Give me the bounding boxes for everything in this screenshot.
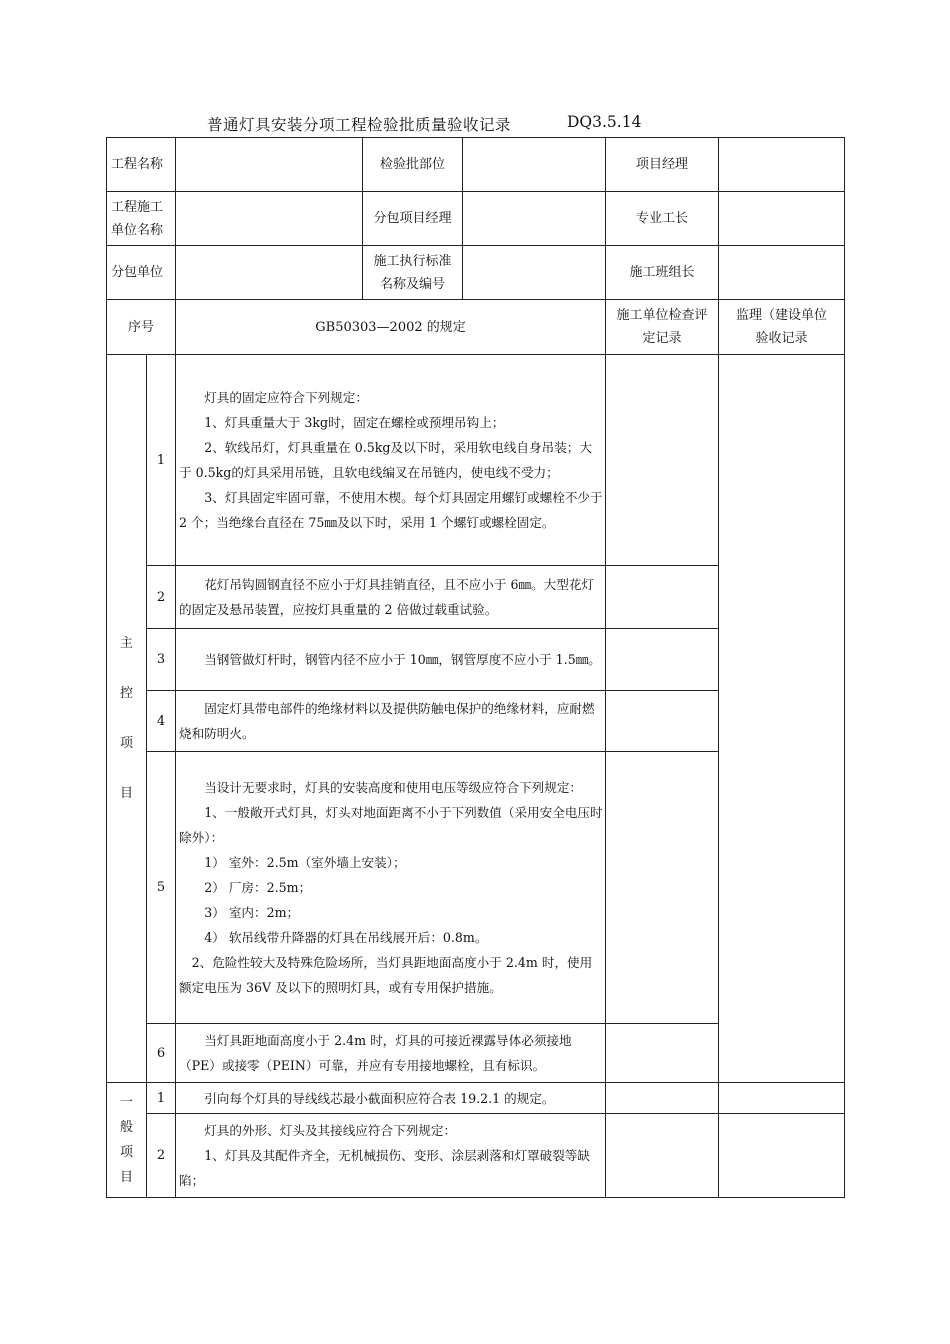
item-number: 1 xyxy=(147,355,176,566)
page-title: 普通灯具安装分项工程检验批质量验收记录 xyxy=(207,116,512,134)
seq-header: 序号 xyxy=(107,300,176,355)
team-leader-label: 施工班组长 xyxy=(606,246,719,300)
sub-project-manager-label: 分包项目经理 xyxy=(363,192,463,246)
item-number: 1 xyxy=(147,1083,176,1114)
self-check-cell[interactable] xyxy=(606,691,719,752)
item-requirement: 灯具的外形、灯头及其接线应符合下列规定： 1、灯具及其配件齐全，无机械损伤、变形、涂层剥落和灯罩破裂等缺陷； xyxy=(176,1114,606,1198)
supervision-cell[interactable] xyxy=(719,1083,845,1114)
general-item-row xyxy=(107,1114,845,1198)
main-item-row xyxy=(107,355,845,566)
supervision-header: 监理（建设单位验收记录 xyxy=(719,300,845,355)
project-manager-label: 项目经理 xyxy=(606,138,719,192)
item-number: 2 xyxy=(147,1114,176,1198)
standard-value[interactable] xyxy=(463,246,606,300)
item-requirement: 花灯吊钩圆钢直径不应小于灯具挂销直径，且不应小于 6㎜。大型花灯的固定及悬吊装置，应按灯具重量的 2 倍做过载重试验。 xyxy=(176,566,606,629)
general-group-label: 一般项目 xyxy=(107,1083,147,1198)
self-check-cell[interactable] xyxy=(606,1083,719,1114)
form-code: DQ3.5.14 xyxy=(567,113,642,131)
item-number: 2 xyxy=(147,566,176,629)
page-header xyxy=(0,113,950,137)
spec-header: GB50303—2002 的规定 xyxy=(176,300,606,355)
supervision-cell[interactable] xyxy=(719,1114,845,1198)
construction-unit-label: 工程施工单位名称 xyxy=(107,192,176,246)
general-item-row xyxy=(107,1083,845,1114)
item-requirement: 当灯具距地面高度小于 2.4m 时，灯具的可接近裸露导体必须接地（PE）或接零（PEIN）可靠，并应有专用接地螺栓，且有标识。 xyxy=(176,1024,606,1083)
self-check-cell[interactable] xyxy=(606,1024,719,1083)
construction-unit-value[interactable] xyxy=(176,192,363,246)
self-check-cell[interactable] xyxy=(606,355,719,566)
self-check-cell[interactable] xyxy=(606,566,719,629)
sub-unit-value[interactable] xyxy=(176,246,363,300)
header-row-unit xyxy=(107,192,845,246)
self-check-cell[interactable] xyxy=(606,629,719,691)
item-requirement: 当设计无要求时，灯具的安装高度和使用电压等级应符合下列规定： 1、一般敞开式灯具，灯头对地面距离不小于下列数值（采用安全电压时除外）： 1） 室外：2.5m（室外墙上安装）； 2） 厂房：2.5m； 3） 室内：2m； 4） 软吊线带升降器的灯具在吊线展开后：0.8m。 2、危险性较大及特殊危险场所，当灯具距地面高度小于 2.4m 时，使用额定电压为 36V 及以下的照明灯具，或有专用保护措施。 xyxy=(176,752,606,1024)
item-number: 4 xyxy=(147,691,176,752)
project-manager-value[interactable] xyxy=(719,138,845,192)
sub-project-manager-value[interactable] xyxy=(463,192,606,246)
supervision-cell[interactable] xyxy=(719,355,845,1083)
inspection-record-table xyxy=(106,137,845,1198)
project-name-label: 工程名称 xyxy=(107,138,176,192)
foreman-value[interactable] xyxy=(719,192,845,246)
project-name-value[interactable] xyxy=(176,138,363,192)
item-requirement: 引向每个灯具的导线线芯最小截面积应符合表 19.2.1 的规定。 xyxy=(176,1083,606,1114)
item-number: 3 xyxy=(147,629,176,691)
self-check-cell[interactable] xyxy=(606,752,719,1024)
item-requirement: 固定灯具带电部件的绝缘材料以及提供防触电保护的绝缘材料，应耐燃烧和防明火。 xyxy=(176,691,606,752)
item-number: 6 xyxy=(147,1024,176,1083)
main-group-label: 主控项目 xyxy=(107,355,147,1083)
foreman-label: 专业工长 xyxy=(606,192,719,246)
self-check-header: 施工单位检查评定记录 xyxy=(606,300,719,355)
item-requirement: 灯具的固定应符合下列规定： 1、灯具重量大于 3kg时，固定在螺栓或预埋吊钩上； 2、软线吊灯，灯具重量在 0.5kg及以下时，采用软电线自身吊装；大于 0.5kg的灯具采用吊链，且软电线编叉在吊链内，使电线不受力； 3、灯具固定牢固可靠，不使用木楔。每个灯具固定用螺钉或螺栓不少于 2 个；当绝缘台直径在 75㎜及以下时，采用 1 个螺钉或螺栓固定。 xyxy=(176,355,606,566)
self-check-cell[interactable] xyxy=(606,1114,719,1198)
sub-unit-label: 分包单位 xyxy=(107,246,176,300)
team-leader-value[interactable] xyxy=(719,246,845,300)
column-header-row xyxy=(107,300,845,355)
standard-label: 施工执行标准名称及编号 xyxy=(363,246,463,300)
item-number: 5 xyxy=(147,752,176,1024)
header-row-project xyxy=(107,138,845,192)
header-row-subcontractor xyxy=(107,246,845,300)
inspection-location-value[interactable] xyxy=(463,138,606,192)
item-requirement: 当钢管做灯杆时，钢管内径不应小于 10㎜，钢管厚度不应小于 1.5㎜。 xyxy=(176,629,606,691)
inspection-location-label: 检验批部位 xyxy=(363,138,463,192)
